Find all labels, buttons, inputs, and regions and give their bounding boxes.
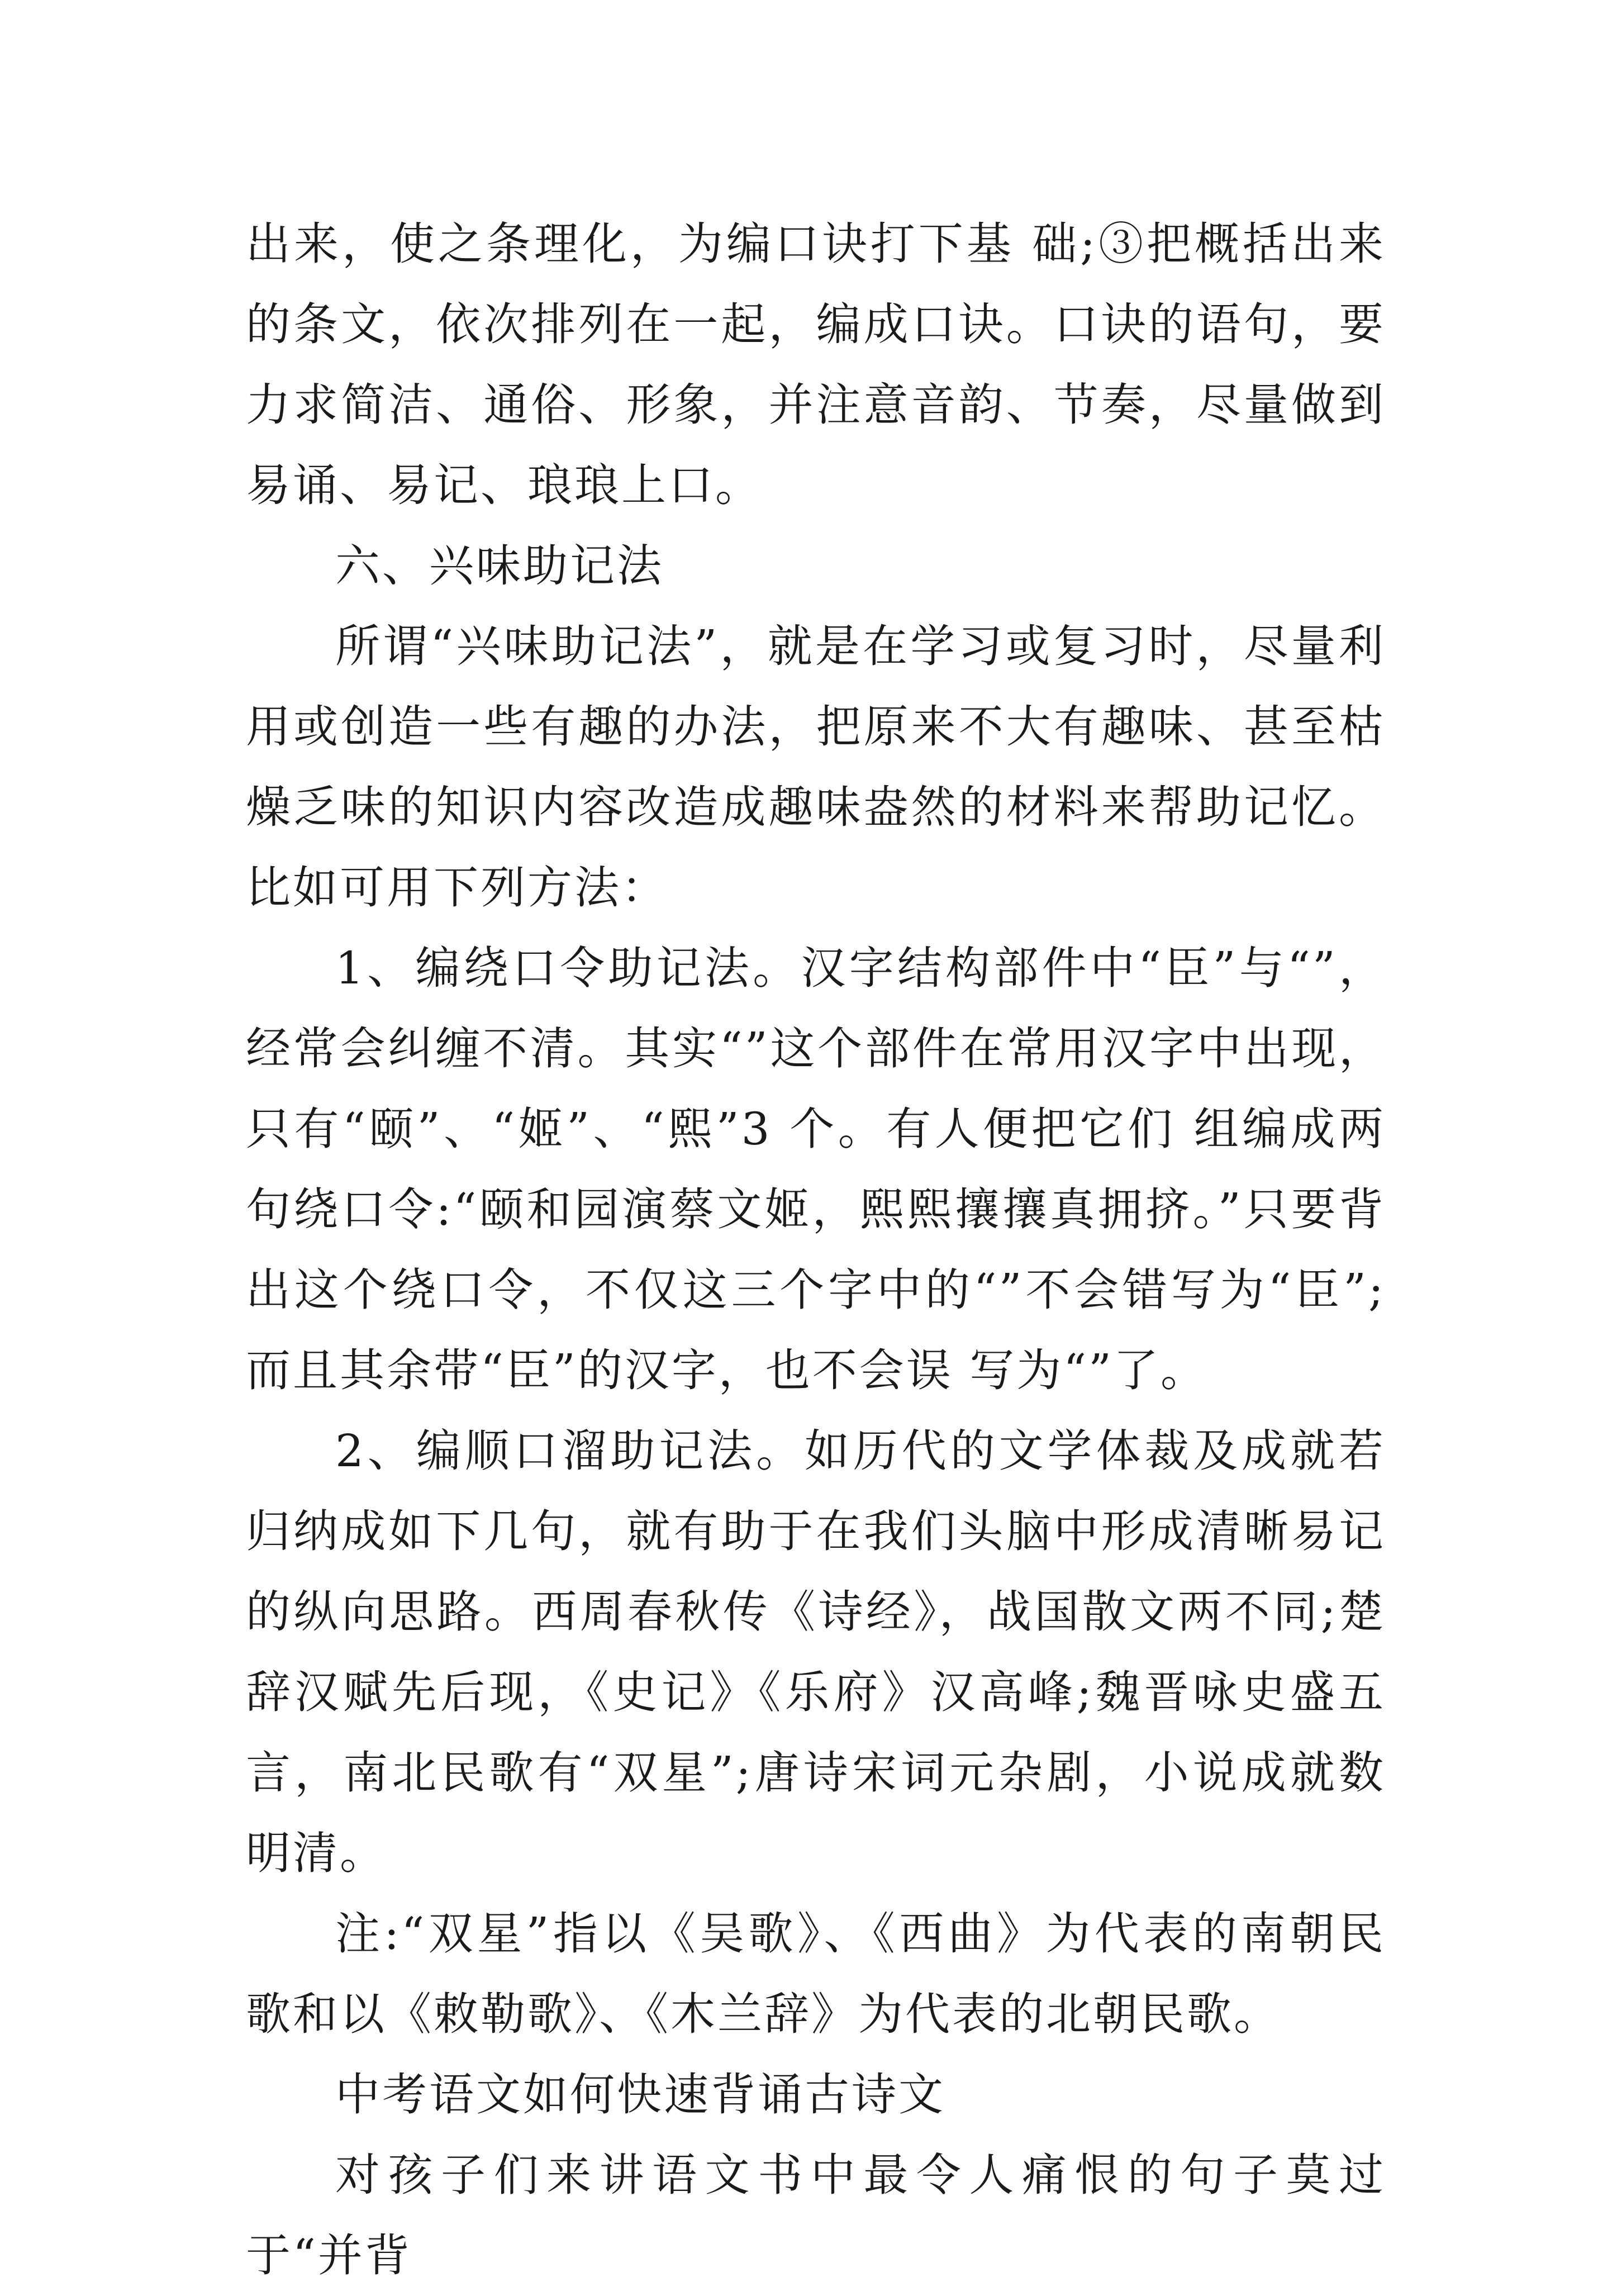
paragraph-continuation: 出来，使之条理化，为编口诀打下基 础;③把概括出来的条文，依次排列在一起，编成口诀。口诀的语句，要力求简洁、通俗、形象，并注意音韵、节奏，尽量做到易诵、易记、琅琅上口。 (246, 218, 1386, 511)
section-heading-interest-memory: 六、兴味助记法 (335, 540, 664, 592)
document-body (246, 204, 1386, 2296)
paragraph-recitation-intro: 对孩子们来讲语文书中最令人痛恨的句子莫过于“并背 (246, 2149, 1386, 2281)
paragraph-interest-memory-intro: 所谓“兴味助记法”，就是在学习或复习时，尽量利用或创造一些有趣的办法，把原来不大有趣味、甚至枯燥乏味的知识内容改造成趣味盎然的材料来帮助记忆。比如可用下列方法： (246, 620, 1386, 914)
section-heading-recitation: 中考语文如何快速背诵古诗文 (335, 2069, 945, 2121)
paragraph-doggerel-method: 2、编顺口溜助记法。如历代的文学体裁及成就若归纳成如下几句，就有助于在我们头脑中形成清晰易记的纵向思路。西周春秋传《诗经》，战国散文两不同;楚辞汉赋先后现，《史记》《乐府》汉高峰;魏晋咏史盛五言，南北民歌有“双星”;唐诗宋词元杂剧，小说成就数明清。 (246, 1425, 1386, 1879)
paragraph-note: 注:“双星”指以《吴歌》、《西曲》为代表的南朝民歌和以《敕勒歌》、《木兰辞》为代表的北朝民歌。 (246, 1908, 1386, 2040)
paragraph-tongue-twister-method: 1、编绕口令助记法。汉字结构部件中“臣”与“”，经常会纠缠不清。其实“”这个部件在常用汉字中出现，只有“颐”、“姬”、“熙”3 个。有人便把它们 组编成两句绕口令:“颐和园演蔡文姬，熙熙攘攘真拥挤。”只要背出这个绕口令，不仅这三个字中的“”不会错写为“臣”;而且其余带“臣”的汉字，也不会误 写为“”了。 (246, 942, 1386, 1396)
